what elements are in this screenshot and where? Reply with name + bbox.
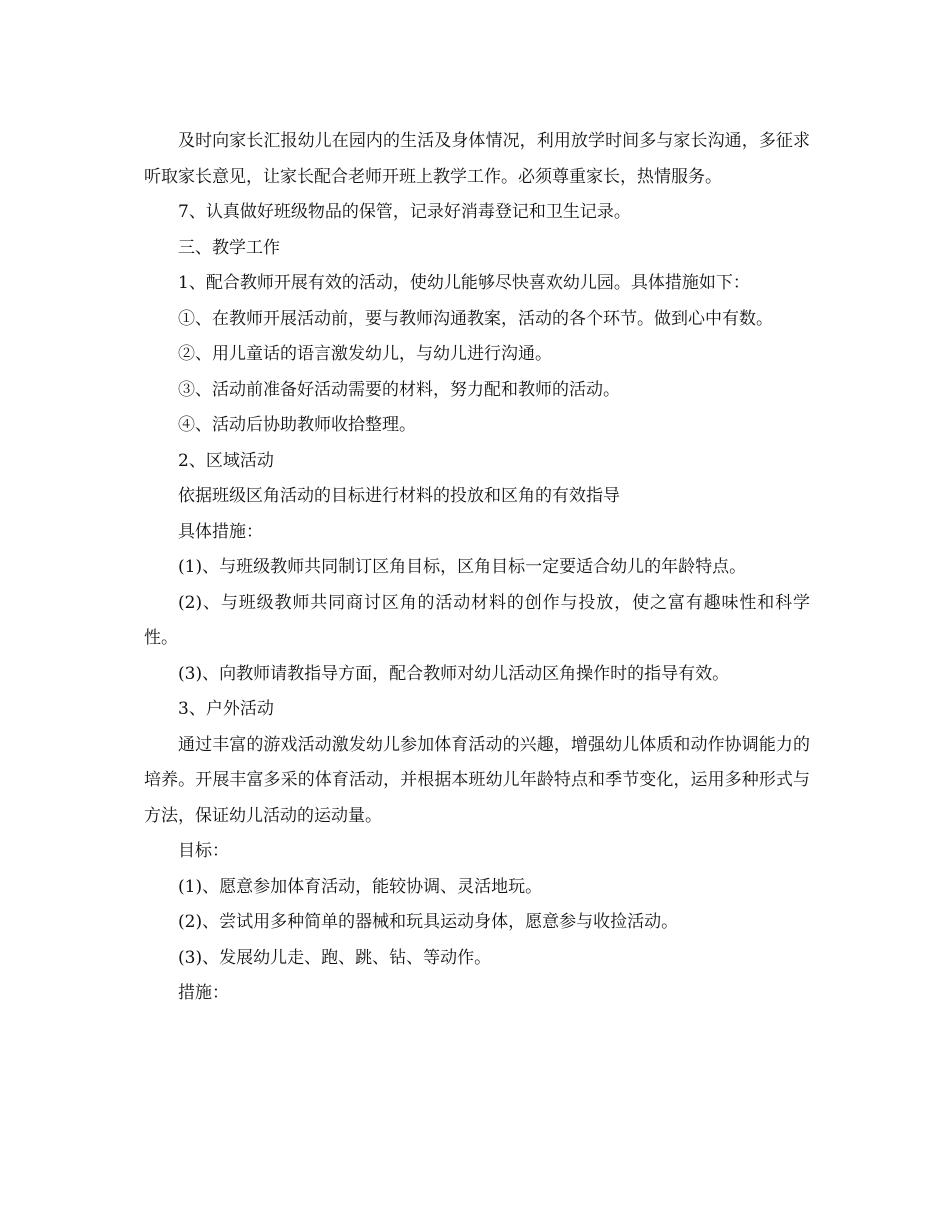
paragraph-outdoor-intro: 通过丰富的游戏活动激发幼儿参加体育活动的兴趣，增强幼儿体质和动作协调能力的培养。开展丰富多采的体育活动，并根据本班幼儿年龄特点和季节变化，运用多种形式与方法，保证幼儿活动的运动量。 — [144, 734, 810, 826]
paragraph-item-7: 7、认真做好班级物品的保管，记录好消毒登记和卫生记录。 — [178, 202, 631, 222]
paragraph-measure-4: ④、活动后协助教师收拾整理。 — [178, 415, 416, 435]
paragraph-goal-1: (1)、愿意参加体育活动，能较协调、灵活地玩。 — [178, 876, 543, 897]
paragraph-outdoor-measures-label: 措施： — [178, 983, 229, 1003]
paragraph-parent-communication: 及时向家长汇报幼儿在园内的生活及身体情况，利用放学时间多与家长沟通，多征求听取家长意见，让家长配合老师开班上教学工作。必须尊重家长，热情服务。 — [144, 131, 810, 187]
paragraph-measure-1: ①、在教师开展活动前，要与教师沟通教案，活动的各个环节。做到心中有数。 — [178, 308, 773, 329]
paragraph-area-measure-2: (2)、与班级教师共同商讨区角的活动材料的创作与投放，使之富有趣味性和科学性。 — [144, 592, 810, 648]
paragraph-area-measures-label: 具体措施： — [178, 521, 263, 542]
subheading-area-activity: 2、区域活动 — [178, 450, 274, 471]
document-body — [144, 124, 810, 1012]
paragraph-teaching-1: 1、配合教师开展有效的活动，使幼儿能够尽快喜欢幼儿园。具体措施如下： — [178, 273, 750, 293]
paragraph-goal-3: (3)、发展幼儿走、跑、跳、钻、等动作。 — [178, 947, 492, 968]
subheading-outdoor-activity: 3、户外活动 — [178, 699, 274, 719]
paragraph-area-intro: 依据班级区角活动的目标进行材料的投放和区角的有效指导 — [178, 486, 620, 506]
section-heading-teaching: 三、教学工作 — [178, 237, 280, 258]
paragraph-goal-2: (2)、尝试用多种简单的器械和玩具运动身体，愿意参与收捡活动。 — [178, 912, 679, 932]
paragraph-measure-3: ③、活动前准备好活动需要的材料，努力配和教师的活动。 — [178, 379, 620, 400]
paragraph-area-measure-1: (1)、与班级教师共同制订区角目标，区角目标一定要适合幼儿的年龄特点。 — [178, 557, 747, 577]
paragraph-goals-label: 目标： — [178, 841, 229, 861]
paragraph-area-measure-3: (3)、向教师请教指导方面，配合教师对幼儿活动区角操作时的指导有效。 — [178, 663, 730, 684]
paragraph-measure-2: ②、用儿童话的语言激发幼儿，与幼儿进行沟通。 — [178, 344, 552, 364]
